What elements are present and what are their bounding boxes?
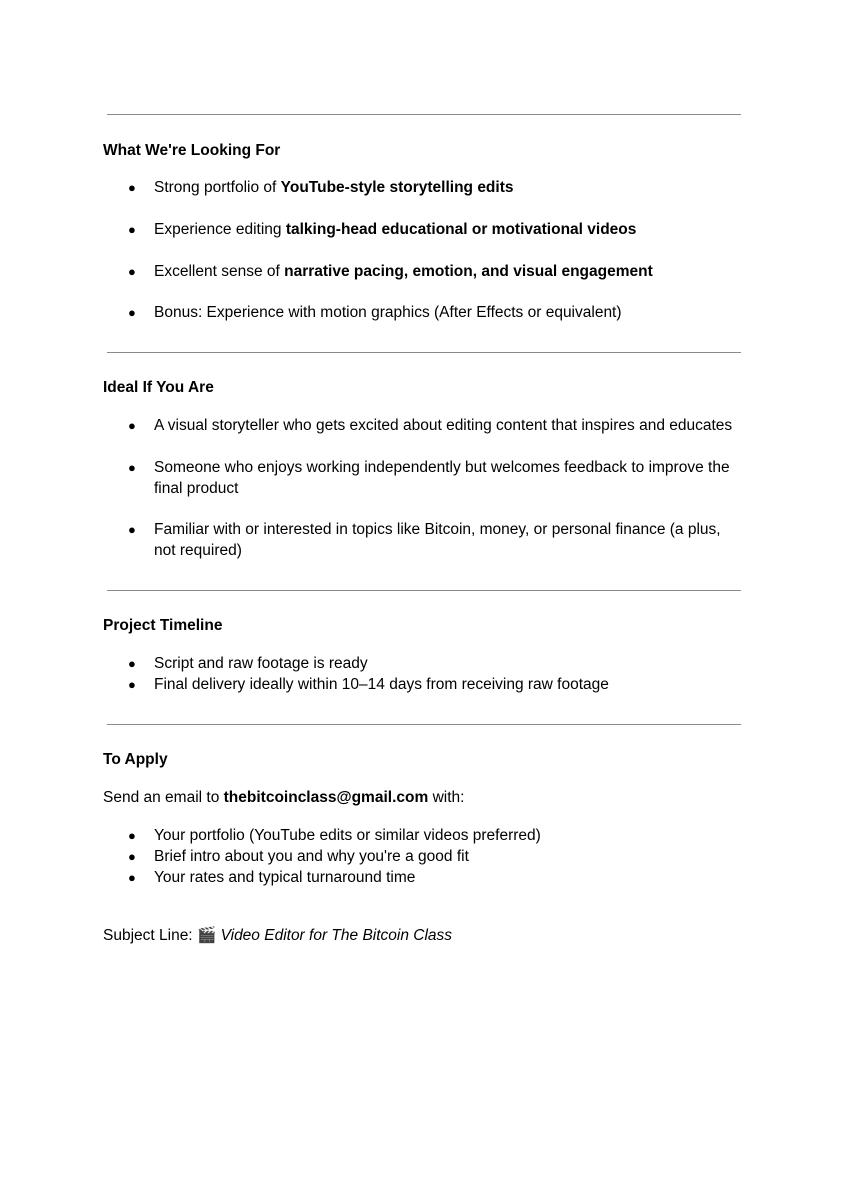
item-text: Familiar with or interested in topics like Bitcoin, money, or personal finance (a plus, not required)	[154, 521, 721, 559]
horizontal-rule	[107, 724, 741, 725]
bullet-icon: ●	[128, 180, 136, 195]
section-heading-looking-for: What We're Looking For	[103, 142, 281, 159]
bullet-icon: ●	[128, 656, 136, 671]
subject-label: Subject Line:	[103, 927, 197, 944]
email-address-link[interactable]: thebitcoinclass@gmail.com	[223, 789, 429, 806]
bullet-icon: ●	[128, 870, 136, 885]
bullet-icon: ●	[128, 222, 136, 237]
item-text: Brief intro about you and why you're a good fit	[154, 848, 469, 865]
email-intro-text: Send an email to	[103, 789, 224, 806]
item-text: Your rates and typical turnaround time	[154, 869, 416, 886]
item-text: Someone who enjoys working independently but welcomes feedback to improve the final product	[154, 459, 730, 497]
item-text: Script and raw footage is ready	[154, 655, 368, 672]
bullet-icon: ●	[128, 849, 136, 864]
item-text: Final delivery ideally within 10–14 days from receiving raw footage	[154, 676, 609, 693]
item-bold-text: YouTube-style storytelling edits	[280, 179, 514, 196]
bullet-icon: ●	[128, 305, 136, 320]
item-text: Strong portfolio of	[154, 179, 281, 196]
subject-line	[103, 925, 452, 946]
email-outro-text: with:	[428, 789, 465, 806]
bullet-icon: ●	[128, 418, 136, 433]
section-heading-timeline: Project Timeline	[103, 617, 223, 634]
item-bold-text: narrative pacing, emotion, and visual engagement	[284, 263, 653, 280]
item-text: Experience editing	[154, 221, 286, 238]
horizontal-rule	[107, 352, 741, 353]
subject-text: Video Editor for The Bitcoin Class	[220, 927, 453, 944]
email-paragraph	[103, 787, 464, 808]
bullet-icon: ●	[128, 522, 136, 537]
clapperboard-icon: 🎬	[196, 927, 217, 944]
item-text: Your portfolio (YouTube edits or similar videos preferred)	[154, 827, 541, 844]
item-bold-text: talking-head educational or motivational videos	[285, 221, 637, 238]
horizontal-rule	[107, 114, 741, 115]
item-text: A visual storyteller who gets excited about editing content that inspires and educates	[154, 417, 733, 434]
section-heading-ideal: Ideal If You Are	[103, 379, 214, 396]
section-heading-apply: To Apply	[103, 751, 168, 768]
item-text: Bonus: Experience with motion graphics (After Effects or equivalent)	[154, 304, 622, 321]
bullet-icon: ●	[128, 828, 136, 843]
bullet-icon: ●	[128, 264, 136, 279]
item-text: Excellent sense of	[154, 263, 285, 280]
bullet-icon: ●	[128, 460, 136, 475]
bullet-icon: ●	[128, 677, 136, 692]
horizontal-rule	[107, 590, 741, 591]
